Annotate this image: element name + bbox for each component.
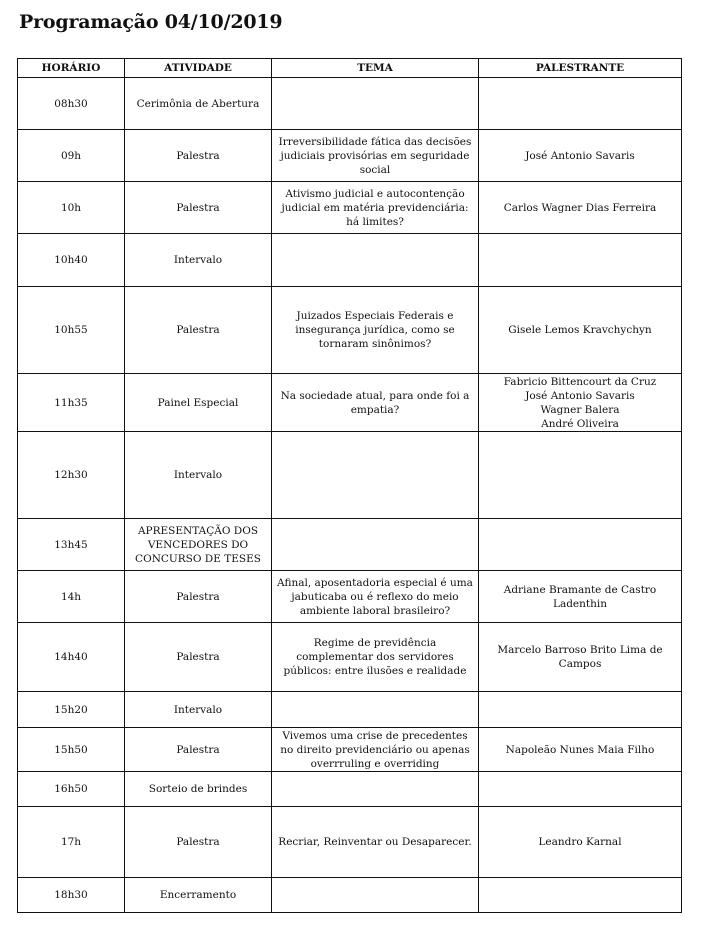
activity-cell: Palestra (125, 287, 272, 374)
schedule-table (17, 58, 682, 913)
table-row (18, 234, 682, 287)
page-title: Programação 04/10/2019 (19, 11, 283, 33)
time-cell: 14h40 (18, 623, 125, 692)
table-row (18, 728, 682, 772)
table-row (18, 878, 682, 913)
time-cell: 15h50 (18, 728, 125, 772)
speaker-cell: Marcelo Barroso Brito Lima de Campos (479, 623, 682, 692)
activity-cell: Palestra (125, 623, 272, 692)
time-cell: 18h30 (18, 878, 125, 913)
speaker-cell (479, 878, 682, 913)
header-horario: HORÁRIO (18, 59, 125, 78)
table-row (18, 78, 682, 130)
theme-cell: Irreversibilidade fática das decisões judiciais provisórias em seguridade social (272, 130, 479, 182)
table-row (18, 692, 682, 728)
activity-cell: Intervalo (125, 692, 272, 728)
theme-cell: Na sociedade atual, para onde foi a empatia? (272, 374, 479, 432)
time-cell: 10h40 (18, 234, 125, 287)
speaker-cell: Napoleão Nunes Maia Filho (479, 728, 682, 772)
time-cell: 10h55 (18, 287, 125, 374)
activity-cell: Painel Especial (125, 374, 272, 432)
time-cell: 10h (18, 182, 125, 234)
activity-cell: APRESENTAÇÃO DOS VENCEDORES DO CONCURSO DE TESES (125, 519, 272, 571)
time-cell: 11h35 (18, 374, 125, 432)
theme-cell: Afinal, aposentadoria especial é uma jabuticaba ou é reflexo do meio ambiente laboral brasileiro? (272, 571, 479, 623)
speaker-cell (479, 519, 682, 571)
speaker-cell (479, 432, 682, 519)
activity-cell: Palestra (125, 130, 272, 182)
theme-cell (272, 519, 479, 571)
time-cell: 08h30 (18, 78, 125, 130)
time-cell: 14h (18, 571, 125, 623)
theme-cell: Juizados Especiais Federais e insegurança jurídica, como se tornaram sinônimos? (272, 287, 479, 374)
speaker-cell (479, 374, 682, 432)
table-row (18, 807, 682, 878)
time-cell: 16h50 (18, 772, 125, 807)
activity-cell: Intervalo (125, 234, 272, 287)
theme-cell: Regime de previdência complementar dos servidores públicos: entre ilusões e realidade (272, 623, 479, 692)
activity-cell: Palestra (125, 182, 272, 234)
theme-cell (272, 432, 479, 519)
speaker-cell: Gisele Lemos Kravchychyn (479, 287, 682, 374)
theme-cell (272, 234, 479, 287)
time-cell: 09h (18, 130, 125, 182)
table-row (18, 182, 682, 234)
table-row (18, 772, 682, 807)
activity-cell: Sorteio de brindes (125, 772, 272, 807)
speaker-cell (479, 234, 682, 287)
header-palestrante: PALESTRANTE (479, 59, 682, 78)
speaker-cell: Carlos Wagner Dias Ferreira (479, 182, 682, 234)
header-atividade: ATIVIDADE (125, 59, 272, 78)
table-row (18, 432, 682, 519)
time-cell: 12h30 (18, 432, 125, 519)
speaker-cell: José Antonio Savaris (479, 130, 682, 182)
activity-cell: Intervalo (125, 432, 272, 519)
theme-cell: Vivemos uma crise de precedentes no direito previdenciário ou apenas overrruling e overriding (272, 728, 479, 772)
speaker-cell (479, 78, 682, 130)
speaker-name: Fabricio Bittencourt da Cruz (503, 375, 657, 388)
table-row (18, 623, 682, 692)
speaker-name: Wagner Balera (540, 403, 620, 416)
table-row (18, 130, 682, 182)
time-cell: 15h20 (18, 692, 125, 728)
activity-cell: Palestra (125, 728, 272, 772)
table-row (18, 519, 682, 571)
speaker-cell: Leandro Karnal (479, 807, 682, 878)
speaker-cell (479, 692, 682, 728)
activity-cell: Cerimônia de Abertura (125, 78, 272, 130)
header-row (18, 59, 682, 78)
time-cell: 17h (18, 807, 125, 878)
speaker-cell (479, 772, 682, 807)
theme-cell (272, 78, 479, 130)
theme-cell (272, 772, 479, 807)
theme-cell (272, 878, 479, 913)
theme-cell (272, 692, 479, 728)
table-row (18, 374, 682, 432)
speaker-name: André Oliveira (541, 417, 619, 430)
theme-cell: Ativismo judicial e autocontenção judicial em matéria previdenciária: há limites? (272, 182, 479, 234)
table-row (18, 571, 682, 623)
speaker-cell: Adriane Bramante de Castro Ladenthin (479, 571, 682, 623)
header-tema: TEMA (272, 59, 479, 78)
theme-cell: Recriar, Reinventar ou Desaparecer. (272, 807, 479, 878)
time-cell: 13h45 (18, 519, 125, 571)
speaker-name: José Antonio Savaris (525, 389, 635, 402)
activity-cell: Palestra (125, 571, 272, 623)
activity-cell: Palestra (125, 807, 272, 878)
table-row (18, 287, 682, 374)
activity-cell: Encerramento (125, 878, 272, 913)
